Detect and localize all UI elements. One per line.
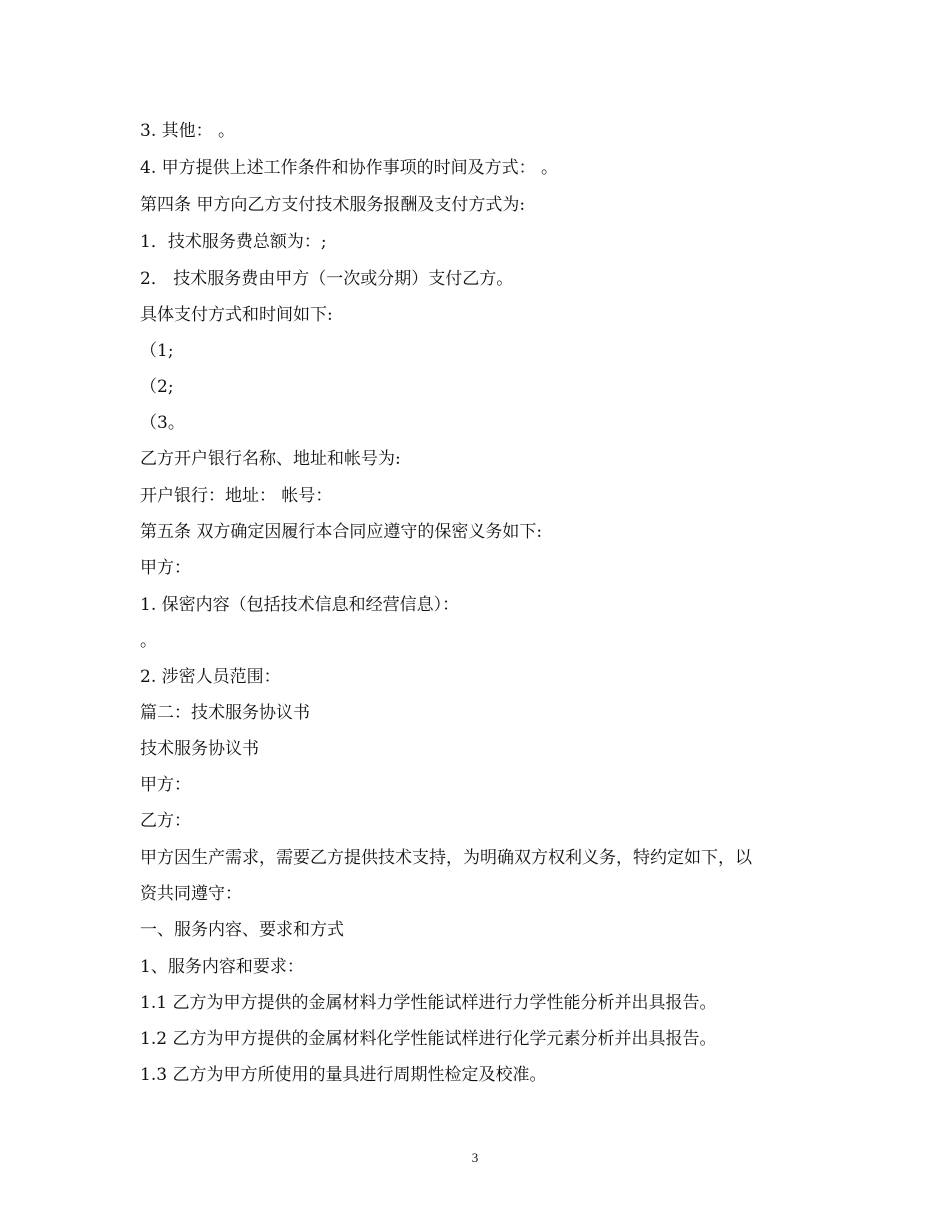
text-line: 甲方：	[140, 775, 191, 795]
section-heading: 篇二：技术服务协议书	[140, 703, 310, 723]
text-line: 1.2 乙方为甲方提供的金属材料化学性能试样进行化学元素分析并出具报告。	[140, 1029, 717, 1049]
text-line: 乙方：	[140, 811, 191, 831]
text-line: 甲方：	[140, 558, 191, 578]
text-line: 第五条 双方确定因履行本合同应遵守的保密义务如下:	[140, 522, 543, 542]
text-line: 3. 其他： 。	[140, 121, 236, 141]
text-line: 1．技术服务费总额为：;	[140, 232, 327, 252]
text-line: 2． 技术服务费由甲方（一次或分期）支付乙方。	[140, 269, 514, 289]
text-line: 。	[140, 631, 157, 651]
text-line: 资共同遵守：	[140, 884, 242, 904]
text-line: 一、服务内容、要求和方式	[140, 920, 344, 940]
text-line: 乙方开户银行名称、地址和帐号为:	[140, 449, 401, 469]
text-line: （2;	[140, 377, 174, 397]
text-line: （1;	[140, 341, 174, 361]
text-line: （3。	[140, 413, 185, 433]
text-line: 第四条 甲方向乙方支付技术服务报酬及支付方式为:	[140, 195, 526, 215]
text-line: 1. 保密内容（包括技术信息和经营信息）：	[140, 595, 460, 615]
text-line: 1、服务内容和要求：	[140, 957, 304, 977]
document-title: 技术服务协议书	[140, 739, 259, 759]
text-line: 开户银行：地址： 帐号：	[140, 486, 333, 506]
text-line: 具体支付方式和时间如下:	[140, 305, 333, 325]
page-number: 3	[471, 1150, 479, 1165]
text-line: 甲方因生产需求，需要乙方提供技术支持，为明确双方权利义务，特约定如下，以	[140, 848, 752, 868]
text-line: 2. 涉密人员范围：	[140, 667, 281, 687]
text-line: 1.3 乙方为甲方所使用的量具进行周期性检定及校准。	[140, 1065, 547, 1085]
text-line: 4. 甲方提供上述工作条件和协作事项的时间及方式： 。	[140, 158, 559, 178]
text-line: 1.1 乙方为甲方提供的金属材料力学性能试样进行力学性能分析并出具报告。	[140, 993, 717, 1013]
